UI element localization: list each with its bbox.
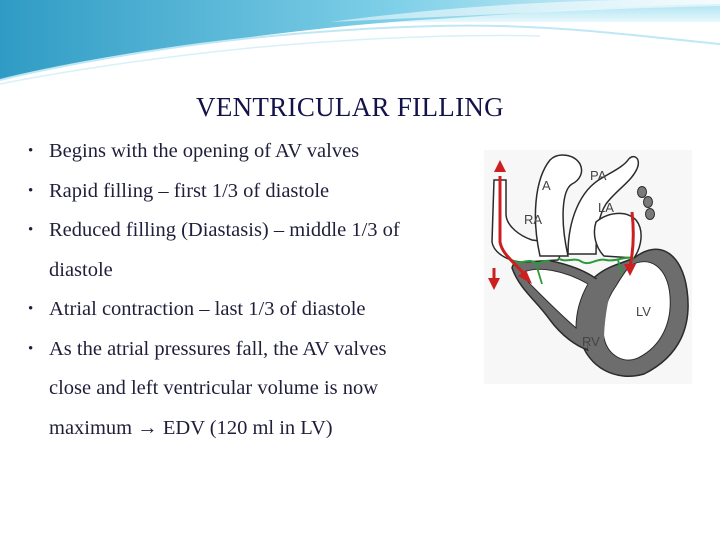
- bullet-dot-icon: •: [28, 301, 34, 317]
- bullet-item: [28, 132, 488, 172]
- bullet-text: As the atrial pressures fall, the AV valves: [49, 337, 387, 360]
- bullet-dot-icon: •: [28, 222, 34, 238]
- header-wave-decoration: [0, 0, 720, 90]
- bullet-dot-icon: •: [28, 182, 34, 199]
- label-lv: LV: [636, 304, 651, 319]
- bullet-item: [28, 172, 488, 212]
- pulmonary-vein: [638, 187, 647, 198]
- bullet-text: Reduced filling (Diastasis) – middle 1/3 of: [49, 219, 400, 241]
- bullet-continuation-text: close and left ventricular volume is now: [49, 377, 379, 399]
- pulmonary-vein: [646, 209, 655, 220]
- label-rv: RV: [582, 334, 600, 349]
- bullet-dot-icon: •: [28, 143, 34, 159]
- bullet-item: [28, 330, 488, 449]
- bullet-text: Atrial contraction – last 1/3 of diastole: [49, 298, 366, 320]
- bullet-item: [28, 290, 488, 330]
- label-la: LA: [598, 200, 614, 215]
- bullet-continuation-text: diastole: [49, 258, 113, 281]
- slide-title: VENTRICULAR FILLING: [196, 92, 504, 122]
- heart-diagram: [484, 150, 692, 384]
- label-ra: RA: [524, 212, 543, 227]
- bullet-dot-icon: •: [28, 340, 34, 357]
- label-pa: PA: [590, 168, 607, 183]
- bullet-list: [28, 132, 488, 448]
- pulmonary-vein: [644, 197, 653, 208]
- bullet-text: Rapid filling – first 1/3 of diastole: [49, 179, 330, 202]
- label-a: A: [542, 178, 551, 193]
- bullet-text: Begins with the opening of AV valves: [49, 140, 360, 162]
- bullet-continuation-text: maximum → EDV (120 ml in LV): [49, 416, 333, 439]
- bullet-item: [28, 211, 488, 290]
